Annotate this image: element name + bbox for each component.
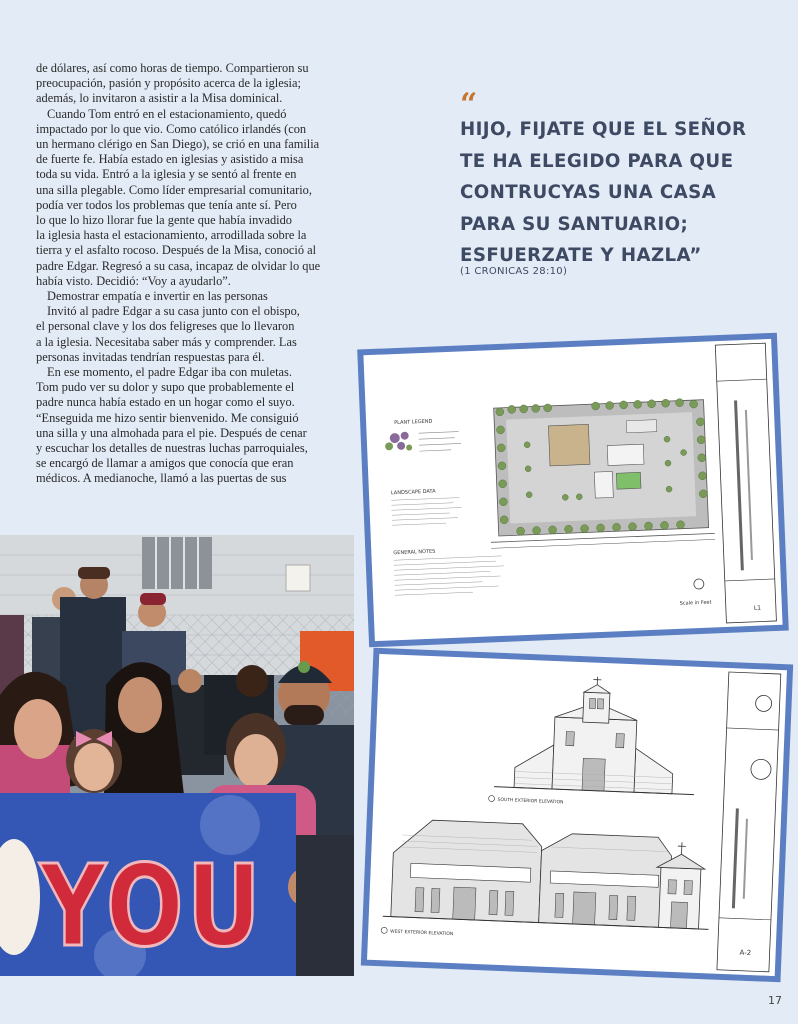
- article-line: “Enseguida me hizo sentir bienvenido. Me consiguió: [36, 410, 299, 425]
- article-line: personas invitadas tendrían respuestas para él.: [36, 349, 265, 364]
- quote-line: CONTRUCYAS UNA CASA: [460, 182, 717, 203]
- article-line: el personal clave y los dos feligreses que lo llevaron: [36, 319, 295, 334]
- quote-citation: (1 CRONICAS 28:10): [460, 265, 568, 277]
- west-elevation-label: WEST EXTERIOR ELEVATION: [390, 929, 454, 938]
- site-plan-sheet: L1: [753, 604, 762, 612]
- article-line: se encargó de llamar a amigos que conocía que eran: [36, 456, 294, 471]
- article-line: y escuchar los detalles de nuestras luchas parroquiales,: [36, 441, 308, 456]
- quote-line: ESFUERZATE Y HAZLA”: [460, 245, 702, 266]
- article-line: En ese momento, el padre Edgar iba con muletas.: [47, 365, 292, 380]
- page-number: 17: [768, 994, 782, 1007]
- elevation-sheet: A-2: [739, 948, 752, 958]
- article-line: padre Edgar. Regresó a su casa, incapaz de olvidar lo que: [36, 258, 321, 273]
- article-line: podía ver todos los problemas que tenía ante sí. Pero: [36, 197, 297, 212]
- article-line: impactado por lo que vio. Como católico irlandés (con: [36, 121, 307, 136]
- article-line: de dólares, así como horas de tiempo. Compartieron su: [36, 61, 309, 75]
- article-line: además, lo invitaron a asistir a la Misa dominical.: [36, 91, 283, 106]
- article-line: preocupación, pasión y propósito acerca de la iglesia;: [36, 76, 301, 91]
- article-line: a la iglesia. Necesitaba saber más y comprender. Las: [36, 334, 297, 349]
- scale-label: Scale in Feet: [679, 599, 712, 607]
- quote-text: [460, 114, 780, 272]
- site-plan-drawing: [357, 333, 789, 648]
- article-line: padre nunca había estado en un hogar como el suyo.: [36, 395, 295, 410]
- article-subheading: Demostrar empatía e invertir en las personas: [47, 289, 268, 304]
- elevation-drawing: [361, 648, 793, 983]
- south-elevation-label: SOUTH EXTERIOR ELEVATION: [497, 797, 564, 806]
- article-line: lo que lo hizo llorar fue la gente que había invadido: [36, 213, 292, 228]
- pull-quote: [460, 87, 780, 277]
- article-line: Tom pudo ver su dolor y supo que probablemente el: [36, 380, 295, 395]
- article-line: Invitó al padre Edgar a su casa junto con el obispo,: [47, 304, 300, 319]
- article-line: toda su vida. Entró a la iglesia y se sentó al frente en: [36, 167, 297, 182]
- quote-mark: “: [460, 87, 478, 122]
- quote-line: HIJO, FIJATE QUE EL SEÑOR: [460, 119, 747, 140]
- general-notes-title: GENERAL NOTES: [393, 548, 436, 557]
- article-line: de fuerte fe. Había estado en iglesias y asistido a misa: [36, 152, 304, 167]
- community-photo: [0, 535, 354, 976]
- article-line: una silla plegable. Como líder empresarial comunitario,: [36, 182, 312, 197]
- article-line: un hermano clérigo en San Diego), se crió en una familia: [36, 137, 320, 152]
- article-line: una silla y una almohada para el pie. Después de cenar: [36, 425, 307, 440]
- article-line: había visto. Decidió: “Voy a ayudarlo”.: [36, 273, 231, 288]
- article-line: médicos. A medianoche, llamó a las puertas de sus: [36, 471, 287, 486]
- quote-line: TE HA ELEGIDO PARA QUE: [460, 150, 734, 172]
- article-line: tierra y el asfalto rocoso. Después de la Misa, conoció al: [36, 243, 317, 258]
- landscape-data-title: LANDSCAPE DATA: [390, 488, 436, 497]
- article-line: Cuando Tom entró en el estacionamiento, quedó: [47, 106, 287, 121]
- quote-line: PARA SU SANTUARIO;: [460, 213, 689, 235]
- sign-text: YOU: [38, 842, 264, 972]
- article-column: [36, 61, 336, 487]
- plant-legend-title: PLANT LEGEND: [394, 418, 433, 427]
- article-line: la iglesia hasta el estacionamiento, arrodillada sobre la: [36, 228, 307, 243]
